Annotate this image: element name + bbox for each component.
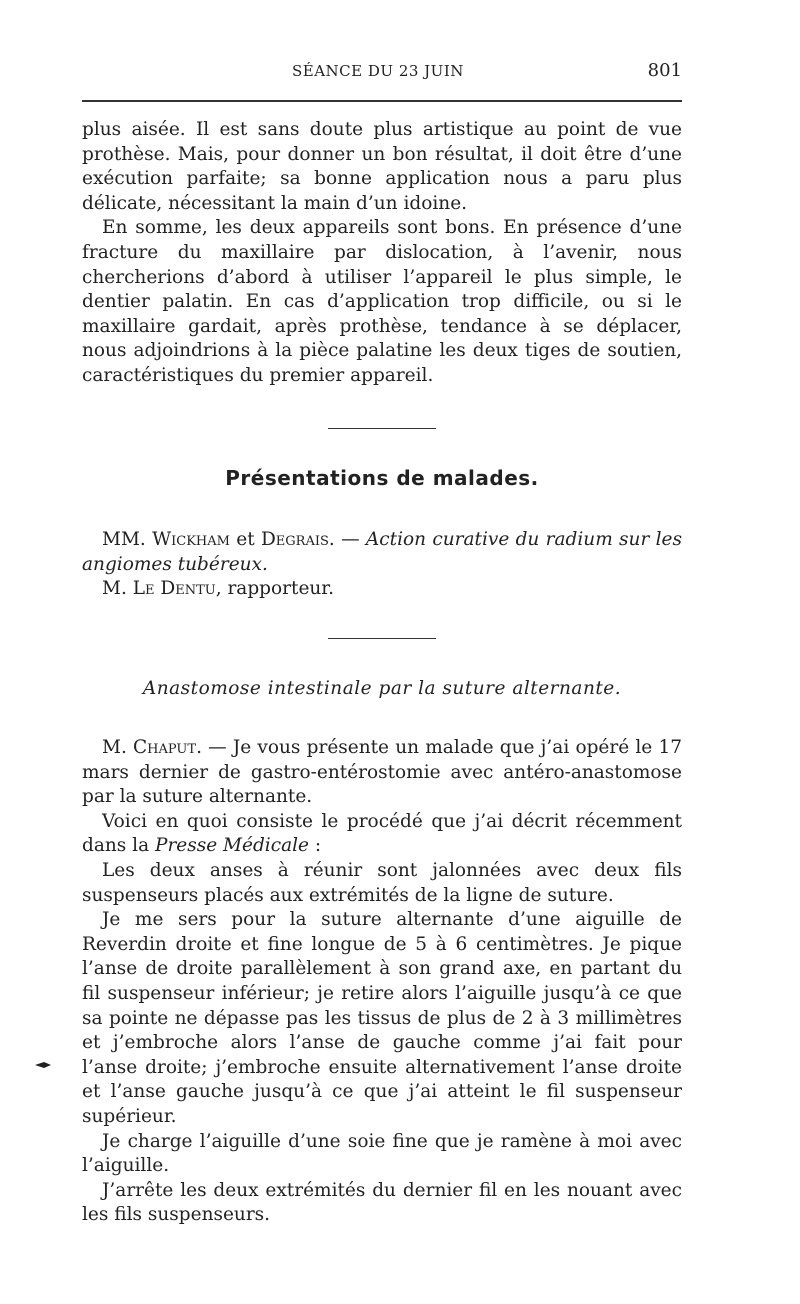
section-heading: Présentations de malades.: [225, 466, 539, 490]
paragraph: plus aisée. Il est sans doute plus artistique au point de vue prothèse. Mais, pour donner un bon résultat, il doit être d’une exécution parfaite; sa bonne application nous a paru plus délicate, nécessitant la main d’un idoine.: [82, 119, 682, 214]
presentation-title-line: MM. Wickham et Degrais. — Action curative du radium sur les angiomes tubéreux.: [82, 529, 682, 575]
article-body: [82, 736, 682, 1228]
section-divider: [328, 638, 436, 639]
paragraph: M. Chaput. — Je vous présente un malade que j’ai opéré le 17 mars dernier de gastro-entérostomie avec antéro-anastomose par la suture alternante.: [82, 737, 682, 808]
presentation-title: Action curative du radium sur les angiomes tubéreux.: [82, 529, 682, 575]
presentation-entry: [82, 528, 682, 602]
page-number: 801: [647, 60, 682, 81]
paragraph: Voici en quoi consiste le procédé que j’ai décrit récemment dans la Presse Médicale :: [82, 810, 682, 857]
author-name: Degrais: [260, 529, 329, 550]
book-page: [82, 0, 682, 1304]
running-title: SÉANCE DU 23 JUIN: [292, 62, 464, 80]
running-header: [82, 60, 682, 88]
rapporteur-line: M. Le Dentu, rapporteur.: [102, 578, 334, 600]
author-name: Wickham: [152, 529, 230, 550]
speaker-name: Chaput: [133, 737, 197, 758]
article-heading: Anastomose intestinale par la suture alternante.: [142, 678, 622, 699]
journal-title: Presse Médicale: [155, 835, 309, 857]
paragraph: Je me sers pour la suture alternante d’une aiguille de Reverdin droite et fine longue de 5 à 6 centimètres. Je pique l’anse de droite parallèlement à son grand axe, en partant du fil suspenseur inférieur; je retire alors l’aiguille jusqu’à ce que sa pointe ne dépasse pas les tissus de plus de 2 à 3 millimètres et j’embroche alors l’anse de gauche comme j’ai fait pour l’anse droite; j’embroche ensuite alternativement l’anse droite et l’anse gauche jusqu’à ce que j’ai atteint le fil suspenseur supérieur.: [82, 909, 682, 1127]
margin-ink-mark: [34, 1060, 52, 1070]
paragraph: En somme, les deux appareils sont bons. En présence d’une fracture du maxillaire par dislocation, à l’avenir, nous chercherions d’abord à utiliser l’appareil le plus simple, le dentier palatin. En cas d’application trop difficile, ou si le maxillaire gardait, après prothèse, tendance à se déplacer, nous adjoindrions à la pièce palatine les deux tiges de soutien, caractéristiques du premier appareil.: [82, 217, 682, 386]
rapporteur-name: Le Dentu: [132, 578, 216, 600]
section-divider: [328, 428, 436, 429]
paragraph: Les deux anses à réunir sont jalonnées avec deux fils suspenseurs placés aux extrémités de la ligne de suture.: [82, 859, 682, 906]
paragraph: J’arrête les deux extrémités du dernier fil en les nouant avec les fils suspenseurs.: [82, 1179, 682, 1226]
header-rule: [82, 100, 682, 102]
continuation-block: [82, 118, 682, 389]
paragraph: Je charge l’aiguille d’une soie fine que je ramène à moi avec l’aiguille.: [82, 1130, 682, 1177]
